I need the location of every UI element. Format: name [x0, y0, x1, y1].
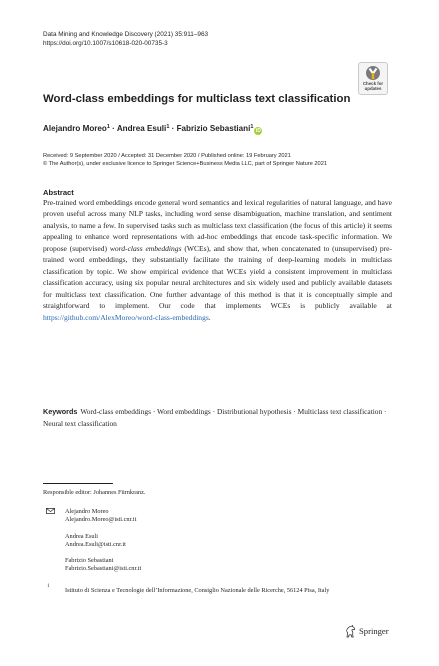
keywords-label: Keywords	[43, 407, 78, 416]
contact-email[interactable]: Andrea.Esuli@isti.cnr.it	[65, 540, 126, 548]
check-for-updates-badge[interactable]	[358, 62, 388, 95]
keywords-text: Word-class embeddings · Word embeddings · Distributional hypothesis · Multiclass text classification · Neural text classification	[43, 407, 387, 428]
springer-horse-icon	[344, 625, 356, 638]
author-affiliation-mark: 1	[250, 124, 254, 130]
author-affiliation-mark: 1	[106, 124, 110, 130]
affiliation-text: Istituto di Scienza e Tecnologie dell’Informazione, Consiglio Nazionale delle Ricerche, 56124 Pisa, Italy	[65, 587, 330, 594]
affiliation-number: 1	[47, 584, 50, 589]
envelope-icon	[46, 508, 55, 514]
code-repository-link[interactable]: https://github.com/AlexMoreo/word-class-embeddings	[43, 312, 209, 322]
keywords	[43, 406, 392, 429]
footnote-divider	[43, 483, 113, 484]
author-separator: ·	[169, 124, 177, 133]
abstract-text: .	[208, 312, 211, 322]
contact-entry	[65, 557, 141, 574]
contact-entry	[65, 508, 141, 525]
abstract-text: Pre-trained word embeddings encode general word semantics and lexical regularities of natural language, and have proven useful across many NLP tasks, including word sense disambiguation, machine translation, and sentiment analysis, to name a few. In supervised tasks such as multiclass text classification (the focus of this article) it seems appealing to enhance word representations with ad-hoc embeddings that encode task-specific information. We propose (supervised)	[43, 198, 392, 253]
contact-email[interactable]: Alejandro.Moreo@isti.cnr.it	[65, 516, 137, 524]
author-affiliation-mark: 1	[166, 124, 170, 130]
paper-title: Word-class embeddings for multiclass text classification	[43, 93, 351, 105]
springer-logo	[344, 624, 389, 638]
author-name: Fabrizio Sebastiani	[176, 124, 251, 133]
responsible-editor: Responsible editor: Johannes Fürnkranz.	[43, 489, 146, 496]
contact-name: Alejandro Moreo	[65, 508, 109, 515]
orcid-icon[interactable]: iD	[255, 128, 261, 134]
contact-list	[65, 508, 141, 582]
copyright-notice: © The Author(s), under exclusive licence to Springer Science+Business Media LLC, part of Springer Nature 2021	[43, 161, 328, 167]
badge-line-1: Check for	[362, 81, 384, 86]
badge-line-2: updates	[364, 85, 382, 91]
author-name: Andrea Esuli	[116, 124, 167, 133]
abstract-text: (WCEs), and show that, when concatenated to (unsupervised) pre-trained word embeddings, they substantially facilitate the training of deep-learning models in multiclass classification by topic. We show empirical evidence that WCEs yield a consistent improvement in multiclass classification accuracy, using six popular neural architectures and six widely used and publicly available datasets for multiclass text classification. One further advantage of this method is that it is conceptually simple and straightforward to implement. Our code that implements WCEs is publicly available at	[43, 243, 392, 311]
abstract-emphasis: word-class embeddings	[109, 243, 182, 253]
check-for-updates-icon	[365, 65, 381, 82]
author-list	[43, 124, 262, 135]
doi-link[interactable]: https://doi.org/10.1007/s10618-020-00735-3	[43, 40, 168, 47]
springer-wordmark: Springer	[359, 626, 389, 636]
author-separator: ·	[109, 124, 117, 133]
contact-email[interactable]: Fabrizio.Sebastiani@isti.cnr.it	[65, 565, 142, 573]
author-name: Alejandro Moreo	[43, 124, 107, 133]
contact-name: Fabrizio Sebastiani	[65, 557, 114, 565]
abstract-heading: Abstract	[43, 188, 74, 197]
abstract-body	[43, 197, 392, 323]
contact-name: Andrea Esuli	[65, 532, 99, 540]
contact-entry	[65, 533, 141, 550]
journal-citation: Data Mining and Knowledge Discovery (2021) 35:911–963	[43, 31, 209, 38]
publication-dates: Received: 9 September 2020 / Accepted: 31 December 2020 / Published online: 19 February 2021	[43, 153, 291, 159]
